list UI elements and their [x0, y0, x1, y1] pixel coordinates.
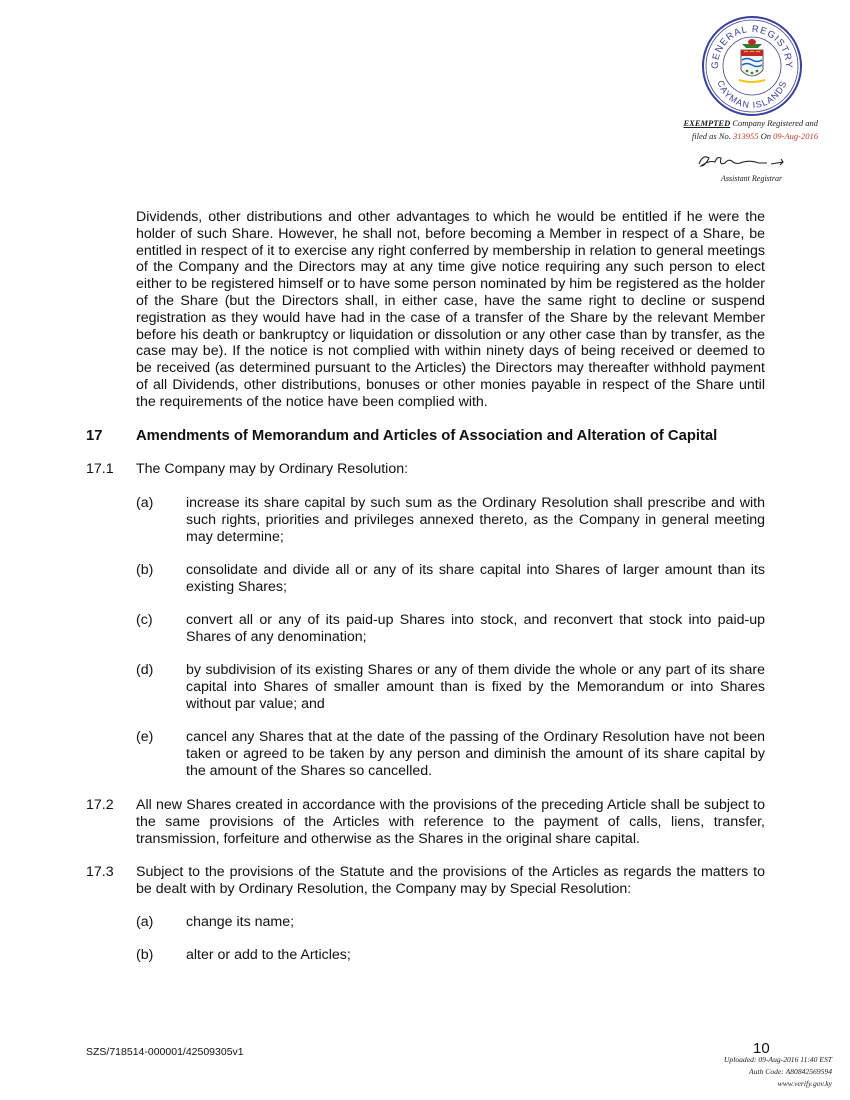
filed-as-text: filed as No.: [691, 131, 733, 141]
registration-number: 313955: [733, 131, 759, 141]
page-number: 10: [753, 1040, 770, 1057]
assistant-registrar-label: Assistant Registrar: [721, 174, 783, 183]
registration-line-1: [683, 118, 818, 128]
clause-text-17-2: All new Shares created in accordance with the provisions of the preceding Article shall be subject to the same provisions of the Articles with reference to the payment of calls, liens, transfer, transmission, forfeiture and otherwise as the Shares in the original share capital.: [136, 797, 765, 847]
registration-date: 09-Aug-2016: [773, 131, 818, 141]
item-label: (b): [136, 562, 154, 578]
clause-number-17-2: 17.2: [86, 797, 114, 813]
item-label: (a): [136, 495, 154, 511]
item-label: (b): [136, 947, 154, 963]
clause-number-17-3: 17.3: [86, 864, 114, 880]
svg-text:CAYMAN ISLANDS: [715, 79, 788, 110]
seal-top-text: GENERAL REGISTRY: [709, 23, 795, 69]
item-label: (e): [136, 729, 154, 745]
item-label: (c): [136, 612, 153, 628]
clause-number-17-1: 17.1: [86, 461, 114, 477]
item-text: by subdivision of its existing Shares or any of them divide the whole or any part of its share capital into Shares of smaller amount than is fixed by the Memorandum or into Shares without par value; and: [186, 662, 765, 712]
exempted-label: EXEMPTED: [683, 118, 731, 128]
clause-text-17-1: The Company may by Ordinary Resolution:: [136, 461, 409, 477]
upload-timestamp: Uploaded: 09-Aug-2016 11:40 EST: [723, 1055, 832, 1064]
item-text: alter or add to the Articles;: [186, 947, 351, 963]
item-label: (d): [136, 662, 154, 678]
item-text: convert all or any of its paid-up Shares into stock, and reconvert that stock into paid-up Shares of any denomination;: [186, 612, 765, 645]
item-text: increase its share capital by such sum as the Ordinary Resolution shall prescribe and with such rights, priorities and privileges annexed thereto, as the Company in general meeting may determine;: [186, 495, 765, 545]
intro-paragraph: Dividends, other distributions and other advantages to which he would be entitled if he were the holder of such Share. However, he shall not, before becoming a Member in respect of a Share, be entitled in respect of it to exercise any right conferred by membership in relation to general meetings of the Company and the Directors may at any time give notice requiring any such person to elect either to be registered himself or to have some person nominated by him be registered as the holder of the Share (but the Directors shall, in either case, have the same right to decline or suspend registration as they would have had in the case of a transfer of the Share by the relevant Member before his death or bankruptcy or liquidation or dissolution or any other case than by transfer, as the case may be). If the notice is not complied with within ninety days of being received or deemed to be received (as determined pursuant to the Articles) the Directors may thereafter withhold payment of all Dividends, other distributions, bonuses or other monies payable in respect of the Share until the requirements of the notice have been complied with.: [136, 209, 765, 410]
general-registry-seal: [700, 14, 804, 118]
item-label: (a): [136, 914, 154, 930]
on-text: On: [758, 131, 774, 141]
section-title: Amendments of Memorandum and Articles of Association and Alteration of Capital: [136, 428, 718, 444]
coat-of-arms-icon: [739, 39, 765, 82]
verify-website: www.verify.gov.ky: [777, 1079, 832, 1088]
seal-bottom-text: CAYMAN ISLANDS: [715, 78, 789, 111]
registered-text: Company Registered and: [730, 118, 818, 128]
registrar-signature: [695, 150, 787, 172]
item-text: cancel any Shares that at the date of the passing of the Ordinary Resolution have not been taken or agreed to be taken by any person and diminish the amount of its share capital by the amount of the Shares so cancelled.: [186, 729, 765, 779]
auth-code: Auth Code: A80842569594: [749, 1067, 832, 1076]
item-text: change its name;: [186, 914, 295, 930]
document-reference: SZS/718514-000001/42509305v1: [86, 1046, 244, 1058]
clause-text-17-3: Subject to the provisions of the Statute and the provisions of the Articles as regards the matters to be dealt with by Ordinary Resolution, the Company may by Special Resolution:: [136, 864, 765, 897]
section-number: 17: [86, 428, 103, 444]
item-text: consolidate and divide all or any of its share capital into Shares of larger amount than its existing Shares;: [186, 562, 765, 595]
registration-line-2: [692, 131, 818, 141]
